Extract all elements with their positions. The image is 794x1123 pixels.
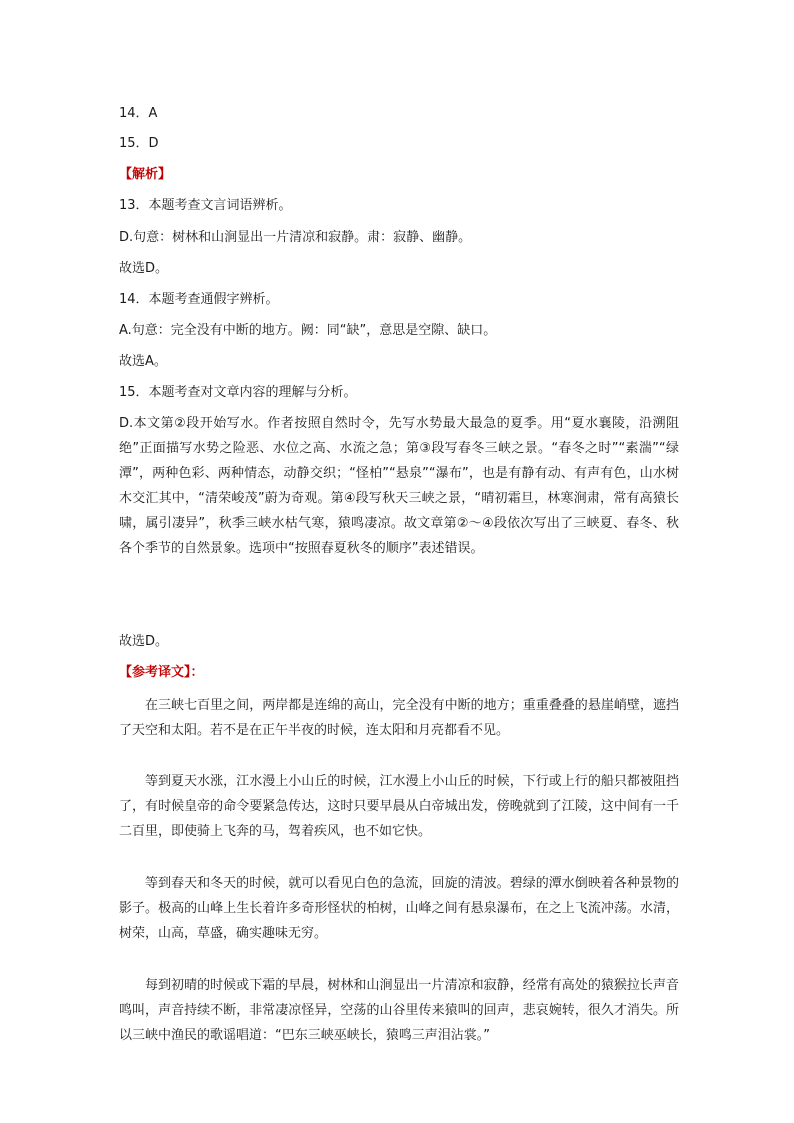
q14-title: 14．本题考查通假字辨析。 xyxy=(119,292,279,307)
answer-14: 14．A xyxy=(119,106,158,121)
q13-choice: 故选D。 xyxy=(119,261,169,276)
translation-heading: 【参考译文】： xyxy=(119,665,204,680)
analysis-heading: 【解析】 xyxy=(119,167,172,182)
translation-paragraph-1: 在三峡七百里之间，两岸都是连绵的高山，完全没有中断的地方；重重叠叠的悬崖峭壁，遮挡了天空和太阳。若不是在正午半夜的时候，连太阳和月亮都看不见。 xyxy=(119,698,679,738)
q14-detail: A.句意：完全没有中断的地方。阙：同“缺”，意思是空隙、缺口。 xyxy=(119,323,497,338)
q15-detail: D.本文第②段开始写水。作者按照自然时令，先写水势最大最急的夏季。用“夏水襄陵，沿溯阻绝”正面描写水势之险恶、水位之高、水流之急；第③段写春冬三峡之景。“春冬之时”“素湍”“绿潭”，两种色彩、两种情态，动静交织；“怪柏”“悬泉”“瀑布”，也是有静有动、有声有色，山水树木交汇其中，“清荣峻茂”蔚为奇观。第④段写秋天三峡之景，“晴初霜旦，林寒涧肃，常有高猿长啸，属引凄异”，秋季三峡水枯气寒，猿鸣凄凉。故文章第②～④段依次写出了三峡夏、春冬、秋各个季节的自然景象。选项中“按照春夏秋冬的顺序”表述错误。 xyxy=(119,416,679,556)
translation-paragraph-4: 每到初晴的时候或下霜的早晨，树林和山涧显出一片清凉和寂静，经常有高处的猿猴拉长声音鸣叫，声音持续不断，非常凄凉怪异，空荡的山谷里传来猿叫的回声，悲哀婉转，很久才消失。所以三峡中渔民的歌谣唱道：“巴东三峡巫峡长，猿鸣三声泪沾裳。” xyxy=(119,978,679,1043)
q13-detail: D.句意：树林和山涧显出一片清凉和寂静。肃：寂静、幽静。 xyxy=(119,230,472,245)
q14-choice: 故选A。 xyxy=(119,354,167,369)
q13-title: 13．本题考查文言词语辨析。 xyxy=(119,198,292,213)
translation-paragraph-3: 等到春天和冬天的时候，就可以看见白色的急流，回旋的清波。碧绿的潭水倒映着各种景物的影子。极高的山峰上生长着许多奇形怪状的柏树，山峰之间有悬泉瀑布，在之上飞流冲荡。水清，树荣，山高，草盛，确实趣味无穷。 xyxy=(119,876,679,941)
translation-paragraph-2: 等到夏天水涨，江水漫上小山丘的时候，江水漫上小山丘的时候，下行或上行的船只都被阻挡了，有时候皇帝的命令要紧急传达，这时只要早晨从白帝城出发，傍晚就到了江陵，这中间有一千二百里，即使骑上飞奔的马，驾着疾风，也不如它快。 xyxy=(119,774,679,839)
q15-choice: 故选D。 xyxy=(119,634,169,649)
q15-title: 15．本题考查对文章内容的理解与分析。 xyxy=(119,385,357,400)
answer-15: 15．D xyxy=(119,136,159,151)
